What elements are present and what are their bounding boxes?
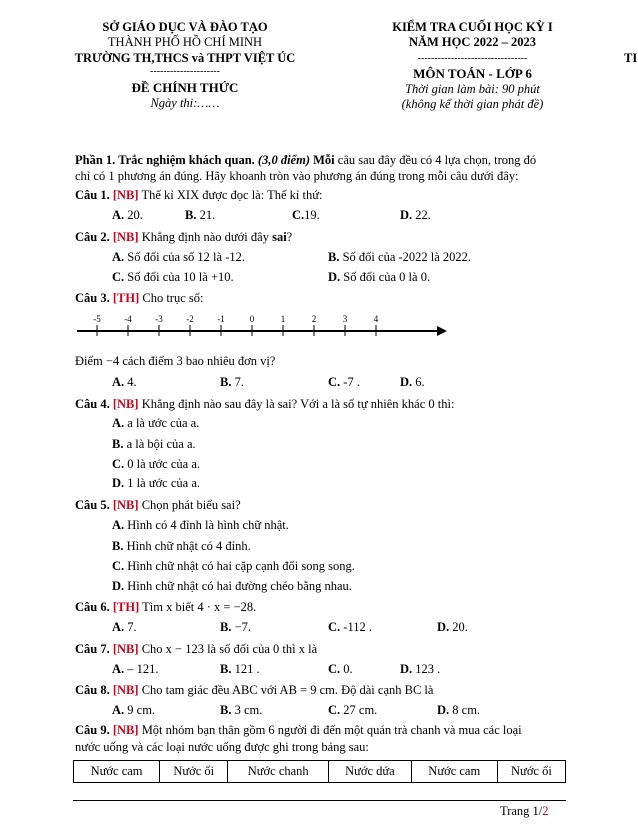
header-dept: SỞ GIÁO DỤC VÀ ĐÀO TẠO [102,20,268,34]
question-text: Chọn phát biểu sai? [141,498,241,512]
level-tag: [NB] [112,188,139,202]
drinks-table [73,760,566,783]
q6-option-a[interactable]: A. 7. [112,620,137,634]
q1-option-d[interactable]: D. 22. [400,208,431,222]
question-label: Câu 5. [75,498,110,512]
question-1 [75,187,322,203]
level-tag: [NB] [112,642,139,656]
question-label: Câu 4. [75,397,110,411]
q6-option-b[interactable]: B. −7. [220,620,252,634]
part1-title: Phần 1. Trắc nghiệm khách quan. [75,153,255,167]
official-label: ĐỀ CHÍNH THỨC [131,80,239,95]
axis-arrow [437,326,447,336]
question-label: Câu 8. [75,683,110,697]
part1-intro-line2: chỉ có 1 phương án đúng. Hãy khoanh tròn vào phương án đúng trong mỗi câu dưới đây: [75,169,519,183]
question-7 [75,641,317,657]
q7-option-b[interactable]: B. 121 . [220,662,260,676]
part1-points: (3,0 điểm) [257,153,310,167]
question-2 [75,229,292,245]
question-4 [75,396,454,412]
time-limit: Thời gian làm bài: 90 phút [405,82,540,96]
q6-option-d[interactable]: D. 20. [437,620,468,634]
axis-tick-label: -4 [124,314,132,324]
q1-option-b[interactable]: B. 21. [185,208,216,222]
q4-option-b[interactable]: B. a là bội của a. [112,437,196,451]
question-label: Câu 2. [75,230,110,244]
question-label: Câu 1. [75,188,110,202]
table-row [74,761,566,783]
page-num: 2 [542,804,549,818]
part1-intro-a: Mỗi [313,153,335,167]
question-9 [75,722,522,738]
question-emphasis: sai [272,230,287,244]
header-right-dash: --------------------------------- [417,53,528,64]
subject: MÔN TOÁN - LỚP 6 [413,66,532,81]
question-5 [75,497,241,513]
number-line [75,312,450,340]
table-cell: Nước dứa [329,761,412,783]
table-cell: Nước ổi [497,761,565,783]
question-8 [75,682,433,698]
question-label: Câu 7. [75,642,110,656]
question-label: Câu 6. [75,600,110,614]
q8-option-c[interactable]: C. 27 cm. [328,703,378,717]
question-3-prompt: Điểm −4 cách điểm 3 bao nhiêu đơn vị? [75,354,276,368]
level-tag: [NB] [112,498,139,512]
q5-option-a[interactable]: A. Hình có 4 đỉnh là hình chữ nhật. [112,518,289,532]
axis-tick-label: 2 [311,314,317,324]
q3-option-a[interactable]: A. 4. [112,375,137,389]
axis-tick-label: 0 [249,314,255,324]
q3-option-d[interactable]: D. 6. [400,375,425,389]
level-tag: [NB] [112,683,139,697]
page-number [500,804,549,819]
axis-tick-label: 1 [280,314,286,324]
axis-tick-label: 4 [373,314,379,324]
question-text: Khẳng định nào sau đây là sai? Với a là số tự nhiên khác 0 thì: [141,397,455,411]
q4-option-c[interactable]: C. 0 là ước của a. [112,457,201,471]
time-note: (không kể thời gian phát đề) [401,97,544,111]
q2-option-b[interactable]: B. Số đối của -2022 là 2022. [328,250,472,264]
q6-option-c[interactable]: C. -112 . [328,620,372,634]
q4-option-a[interactable]: A. a là ước của a. [112,416,200,430]
table-cell: Nước chanh [228,761,329,783]
part1-intro [75,152,565,168]
school-year: NĂM HỌC 2022 – 2023 [408,35,537,49]
exam-date: Ngày thi:…… [150,96,220,110]
q7-option-d[interactable]: D. 123 . [400,662,441,676]
exam-title: KIỂM TRA CUỐI HỌC KỲ I [392,20,553,34]
question-end: ? [286,230,293,244]
level-tag: [TH] [112,291,140,305]
level-tag: [NB] [112,397,139,411]
q2-option-a[interactable]: A. Số đối của số 12 là -12. [112,250,245,264]
header-city: THÀNH PHỐ HỒ CHÍ MINH [107,35,263,49]
q1-option-a[interactable]: A. 20. [112,208,143,222]
table-cell: Nước cam [74,761,160,783]
question-text: Cho x − 123 là số đối của 0 thì x là [141,642,318,656]
question-label: Câu 9. [75,723,110,737]
q2-option-c[interactable]: C. Số đối của 10 là +10. [112,270,234,284]
q5-option-d[interactable]: D. Hình chữ nhật có hai đường chéo bằng nhau. [112,579,352,593]
level-tag: [TH] [112,600,140,614]
q5-option-b[interactable]: B. Hình chữ nhật có 4 đỉnh. [112,539,251,553]
q3-option-b[interactable]: B. 7. [220,375,244,389]
question-9-line2: nước uống và các loại nước uống được ghi trong bảng sau: [75,740,369,754]
axis-tick-label: -3 [155,314,163,324]
q2-option-d[interactable]: D. Số đối của 0 là 0. [328,270,431,284]
question-text: Cho tam giác đều ABC với AB = 9 cm. Độ dài cạnh BC là [141,683,434,697]
axis-tick-label: -5 [93,314,101,324]
edge-text: TI [624,51,638,65]
question-3 [75,290,203,306]
question-text: Một nhóm bạn thân gồm 6 người đi đến một quán trà chanh và mua các loại [141,723,522,737]
part1-intro-b: câu sau đây đều có 4 lựa chọn, trong đó [337,153,537,167]
q8-option-b[interactable]: B. 3 cm. [220,703,263,717]
question-text: Thế kỉ XIX được đọc là: Thế kỉ thứ: [141,188,323,202]
q7-option-a[interactable]: A. – 121. [112,662,159,676]
q7-option-c[interactable]: C. 0. [328,662,353,676]
footer-rule [73,800,566,801]
table-cell: Nước ổi [160,761,228,783]
question-text: Khẳng định nào dưới đây [141,230,269,244]
question-label: Câu 3. [75,291,110,305]
level-tag: [NB] [112,230,139,244]
question-text: Cho trục số: [142,291,204,305]
axis-tick-label: -1 [217,314,225,324]
axis-tick-label: -2 [186,314,194,324]
q4-option-d[interactable]: D. 1 là ước của a. [112,476,201,490]
axis-tick-label: 3 [342,314,348,324]
level-tag: [NB] [112,723,139,737]
question-6 [75,599,256,615]
header-left-dash: --------------------- [150,66,220,77]
q3-option-c[interactable]: C. -7 . [328,375,360,389]
q5-option-c[interactable]: C. Hình chữ nhật có hai cặp cạnh đối song song. [112,559,355,573]
page-label: Trang 1/ [500,804,543,818]
header-school: TRƯỜNG TH,THCS và THPT VIỆT ÚC [74,51,296,65]
q8-option-d[interactable]: D. 8 cm. [437,703,481,717]
q8-option-a[interactable]: A. 9 cm. [112,703,156,717]
table-cell: Nước cam [411,761,497,783]
question-text: Tìm x biết 4 · x = −28. [142,600,257,614]
q1-option-c[interactable]: C.19. [292,208,320,222]
